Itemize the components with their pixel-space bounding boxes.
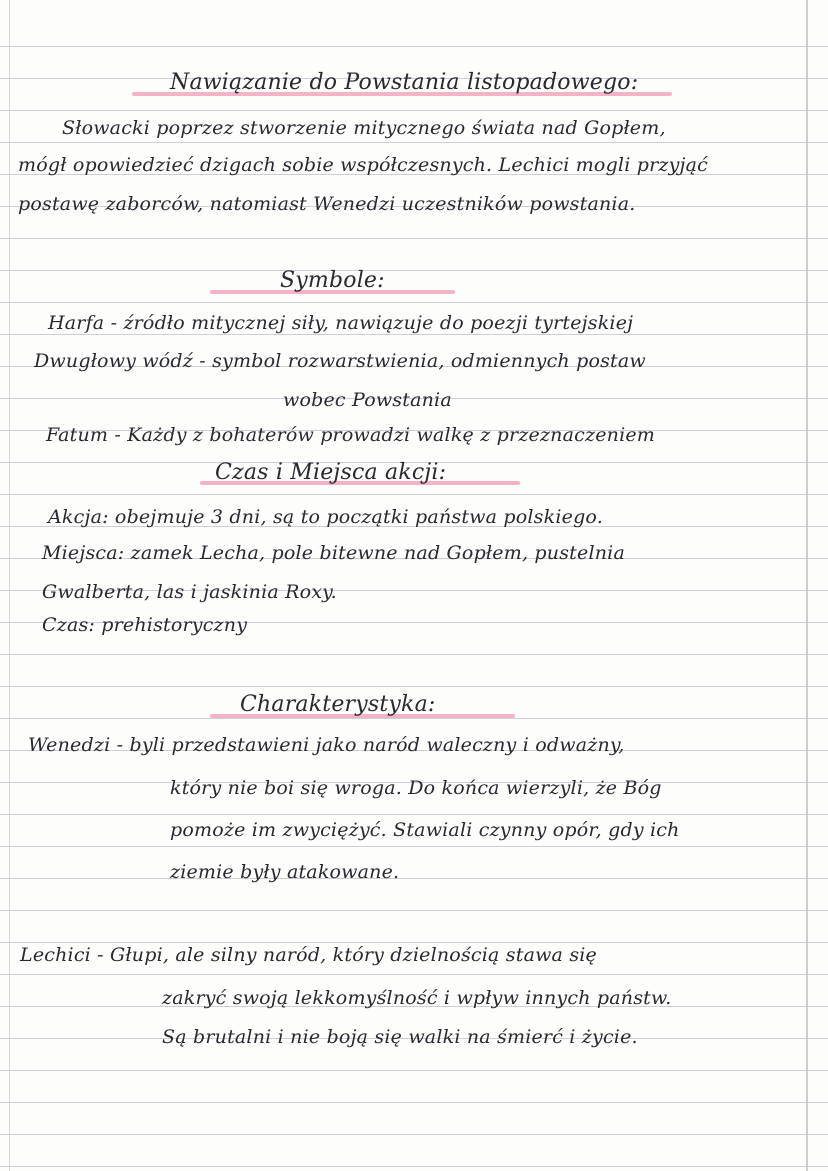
wenedzi-line: Wenedzi - byli przedstawieni jako naród waleczny i odważny, — [28, 734, 625, 756]
text-line: wobec Powstania — [283, 389, 452, 411]
wenedzi-line: który nie boi się wroga. Do końca wierzyli, że Bóg — [170, 777, 662, 799]
text-line: Gwalberta, las i jaskinia Roxy. — [42, 581, 337, 603]
lechici-line: zakryć swoją lekkomyślność i wpływ innych państw. — [162, 987, 672, 1009]
wenedzi-line: ziemie były atakowane. — [170, 861, 400, 883]
lechici-line: Lechici - Głupi, ale silny naród, który dzielnością stawa się — [20, 944, 597, 966]
heading-powstanie: Nawiązanie do Powstania listopadowego: — [170, 70, 639, 95]
wenedzi-line: pomoże im zwyciężyć. Stawiali czynny opór, gdy ich — [170, 819, 680, 841]
heading-czas-miejsca: Czas i Miejsca akcji: — [215, 460, 447, 485]
text-line: Dwugłowy wódź - symbol rozwarstwienia, odmiennych postaw — [34, 350, 646, 372]
text-line: Miejsca: zamek Lecha, pole bitewne nad Gopłem, pustelnia — [42, 542, 625, 564]
right-margin-line — [806, 0, 808, 1171]
text-line: postawę zaborców, natomiast Wenedzi uczestników powstania. — [18, 193, 636, 215]
left-margin-line — [9, 0, 10, 1171]
text-line: Harfa - źródło mitycznej siły, nawiązuje do poezji tyrtejskiej — [48, 312, 634, 334]
lechici-line: Są brutalni i nie boją się walki na śmierć i życie. — [162, 1026, 638, 1048]
text-line: Akcja: obejmuje 3 dni, są to początki państwa polskiego. — [48, 506, 603, 528]
text-line: Fatum - Każdy z bohaterów prowadzi walkę z przeznaczeniem — [46, 424, 656, 446]
heading-symbole: Symbole: — [280, 268, 385, 293]
text-line: Słowacki poprzez stworzenie mitycznego świata nad Gopłem, — [62, 117, 666, 139]
text-line: mógł opowiedzieć dzigach sobie współczesnych. Lechici mogli przyjąć — [18, 154, 708, 176]
text-line: Czas: prehistoryczny — [42, 614, 248, 636]
heading-charakterystyka: Charakterystyka: — [240, 692, 436, 717]
